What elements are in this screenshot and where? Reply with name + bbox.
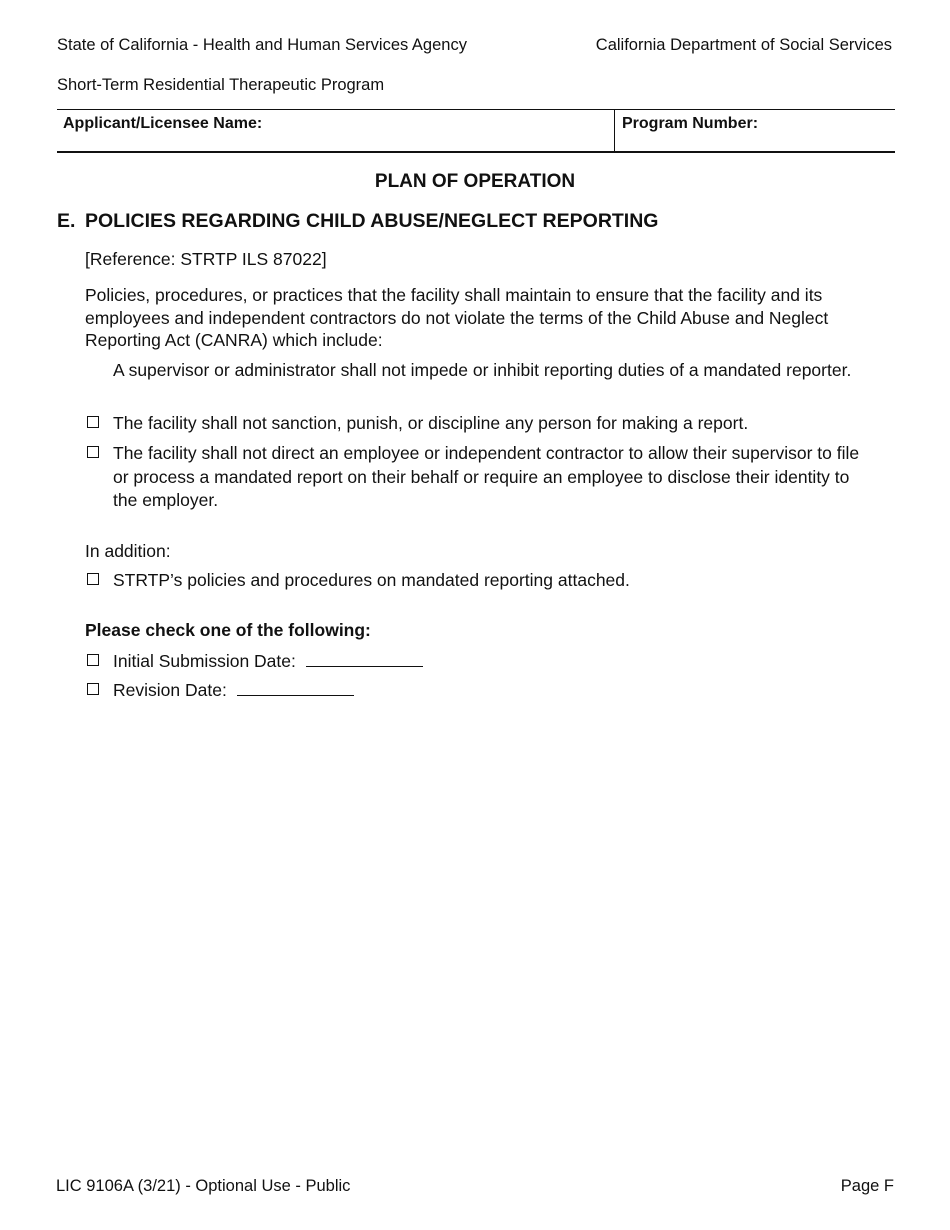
checkbox-attachment[interactable] [87, 573, 99, 585]
agency-name: State of California - Health and Human Services Agency [57, 36, 467, 54]
revision-row [113, 679, 875, 703]
policy-item-text: A supervisor or administrator shall not impede or inhibit reporting duties of a mandated reporter. [113, 360, 852, 380]
policy-item-text: The facility shall not direct an employee or independent contractor to allow their supervisor to file or process a mandated report on their behalf or require an employee to disclose their identity to the employer. [113, 443, 860, 510]
program-name: Short-Term Residential Therapeutic Program [57, 76, 385, 94]
checkbox-sanction[interactable] [87, 416, 99, 428]
footer-form-id: LIC 9106A (3/21) - Optional Use - Public [56, 1177, 351, 1195]
form-title: PLAN OF OPERATION [374, 171, 576, 192]
attachment-item [85, 569, 875, 593]
checkbox-revision[interactable] [87, 683, 99, 695]
reference-text: [Reference: STRTP ILS 87022] [85, 249, 327, 269]
initial-submission-item [85, 650, 875, 674]
revision-date-field[interactable] [237, 681, 354, 696]
program-number-field[interactable]: Program Number: [622, 115, 759, 132]
checkbox-direct-employee[interactable] [87, 446, 99, 458]
please-check-heading: Please check one of the following: [85, 620, 371, 640]
intro-paragraph: Policies, procedures, or practices that the facility shall maintain to ensure that the facility and its employees and independent contractors do not violate the terms of the Child Abuse and Neglect Reporting Act (CANRA) which include: [85, 285, 829, 350]
initial-submission-date-field[interactable] [306, 652, 423, 667]
initial-submission-row [113, 650, 875, 674]
revision-item [85, 679, 875, 703]
applicant-info-table [57, 109, 895, 153]
in-addition-label: In addition: [85, 541, 171, 561]
table-divider [614, 110, 615, 151]
policy-item-text: The facility shall not sanction, punish, or discipline any person for making a report. [113, 413, 749, 433]
footer-page-number: Page F [840, 1177, 894, 1195]
policy-item-sanction [85, 412, 875, 436]
applicant-name-field[interactable]: Applicant/Licensee Name: [63, 115, 263, 132]
checkbox-initial-submission[interactable] [87, 654, 99, 666]
department-name: California Department of Social Services [595, 36, 892, 54]
attachment-item-text: STRTP’s policies and procedures on mandated reporting attached. [113, 570, 630, 590]
section-title: POLICIES REGARDING CHILD ABUSE/NEGLECT REPORTING [85, 210, 659, 232]
revision-label: Revision Date: [113, 680, 227, 700]
section-letter: E. [57, 210, 76, 232]
policy-item-supervisor [85, 359, 875, 383]
initial-submission-label: Initial Submission Date: [113, 651, 296, 671]
policy-item-direct-employee [85, 442, 875, 513]
